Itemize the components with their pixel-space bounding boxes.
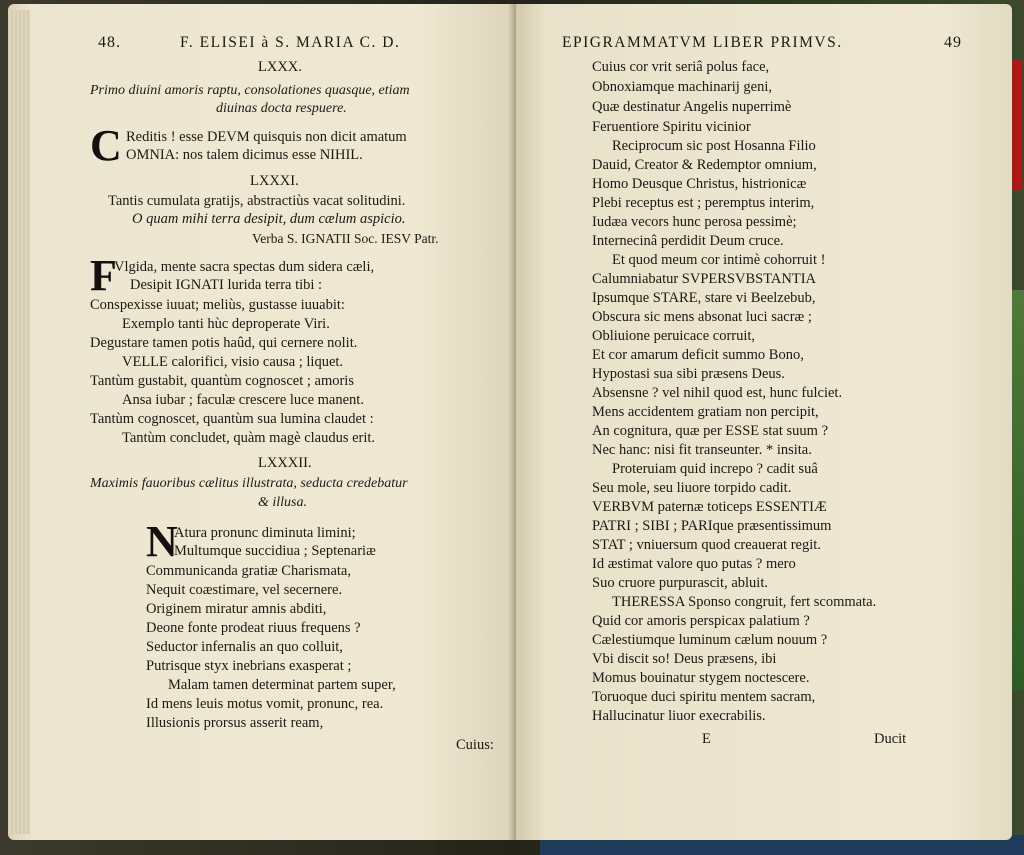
verse-line: Seu mole, seu liuore torpido cadit. — [592, 480, 792, 496]
verse-line: Originem miratur amnis abditi, — [146, 601, 327, 617]
epigram-title: & illusa. — [258, 495, 308, 510]
verse-line: Ipsumque STARE, stare vi Beelzebub, — [592, 290, 816, 306]
verse-line: OMNIA: nos talem dicimus esse NIHIL. — [126, 147, 363, 163]
verse-line: Cuius cor vrit seriâ polus face, — [592, 59, 770, 75]
epigram-heading: LXXXI. — [250, 173, 299, 189]
verse-line: Calumniabatur SVPERSVBSTANTIA — [592, 271, 816, 287]
verse-line: Tantùm concludet, quàm magè claudus erit. — [122, 430, 376, 446]
verse-line: Suo cruore purpurascit, abluit. — [592, 575, 768, 591]
right-running-head: EPIGRAMMATVM LIBER PRIMVS. — [562, 34, 843, 51]
verse-line: Internecinâ perdidit Deum cruce. — [592, 233, 784, 249]
epigram-title: Tantis cumulata gratijs, abstractiùs vacat solitudini. — [108, 193, 406, 209]
verse-line: Communicanda gratiæ Charismata, — [146, 563, 351, 579]
verse-line: Nec hanc: nisi fit transeunter. * insita. — [592, 442, 812, 458]
left-page-number: 48. — [98, 34, 121, 51]
attribution: Verba S. IGNATII Soc. IESV Patr. — [252, 231, 439, 246]
drop-cap: F — [90, 251, 117, 300]
page-edges — [8, 10, 30, 834]
verse-line: Vbi discit so! Deus præsens, ibi — [592, 651, 777, 667]
verse-line: Obscura sic mens absonat luci sacræ ; — [592, 309, 812, 325]
verse-line: Seductor infernalis an quo colluit, — [146, 639, 343, 655]
verse-line: Iudæa vecors hunc perosa pessimè; — [592, 214, 797, 230]
left-page — [8, 4, 516, 840]
verse-line: Multumque succidiua ; Septenariæ — [174, 543, 376, 559]
verse-line: Ansa iubar ; faculæ crescere luce manent. — [122, 392, 364, 408]
verse-line: Homo Deusque Christus, histrionicæ — [592, 176, 807, 192]
drop-cap: C — [90, 121, 122, 170]
right-page — [516, 4, 1012, 840]
epigram-heading: LXXX. — [258, 59, 302, 75]
verse-line: Et cor amarum deficit summo Bono, — [592, 347, 804, 363]
verse-line: Toruoque duci spiritu mentem sacram, — [592, 689, 816, 705]
catchword: Ducit — [874, 731, 907, 747]
verse-line: Obnoxiamque machinarij geni, — [592, 79, 772, 95]
verse-line: Mens accidentem gratiam non percipit, — [592, 404, 819, 420]
verse-line: Exemplo tanti hùc deproperate Viri. — [122, 316, 330, 332]
verse-line: Momus bouinatur stygem noctescere. — [592, 670, 810, 686]
verse-line: Desipit IGNATI lurida terra tibi : — [130, 277, 323, 293]
verse-line: Tantùm gustabit, quantùm cognoscet ; amoris — [90, 373, 354, 389]
verse-line: Malam tamen determinat partem super, — [168, 677, 396, 693]
verse-line: Hypostasi sua sibi præsens Deus. — [592, 366, 785, 382]
verse-line: Degustare tamen potis haûd, qui cernere nolit. — [90, 335, 358, 351]
verse-line: THERESSA Sponso congruit, fert scommata. — [612, 594, 877, 610]
verse-line: Illusionis prorsus asserit ream, — [146, 715, 324, 731]
verse-line: Quæ destinatur Angelis nuperrimè — [592, 99, 792, 115]
right-page-number: 49 — [944, 34, 962, 51]
open-book — [8, 4, 1012, 844]
epigram-title: Primo diuini amoris raptu, consolationes quasque, etiam — [90, 83, 410, 98]
verse-line: An cognitura, quæ per ESSE stat suum ? — [592, 423, 829, 439]
verse-line: Putrisque styx inebrians exasperat ; — [146, 658, 352, 674]
verse-line: Feruentiore Spiritu vicinior — [592, 119, 751, 135]
verse-line: Conspexisse iuuat; meliùs, gustasse iuuabit: — [90, 297, 345, 313]
verse-line: VERBVM paternæ toticeps ESSENTIÆ — [592, 499, 827, 515]
signature-mark: E — [702, 731, 711, 747]
verse-line: Quid cor amoris perspicax palatium ? — [592, 613, 810, 629]
verse-line: STAT ; vniuersum quod creauerat regit. — [592, 537, 821, 553]
epigram-title: O quam mihi terra desipit, dum cælum aspicio. — [132, 211, 406, 227]
verse-line: Reditis ! esse DEVM quisquis non dicit amatum — [126, 129, 407, 145]
verse-line: VELLE calorifici, visio causa ; liquet. — [122, 354, 344, 370]
verse-line: Dauid, Creator & Redemptor omnium, — [592, 157, 817, 173]
verse-line: Obliuione peruicace corruit, — [592, 328, 756, 344]
verse-line: Cælestiumque luminum cælum nouum ? — [592, 632, 828, 648]
epigram-heading: LXXXII. — [258, 455, 312, 471]
verse-line: Vlgida, mente sacra spectas dum sidera cæli, — [114, 259, 375, 275]
verse-line: PATRI ; SIBI ; PARIque præsentissimum — [592, 518, 832, 534]
verse-line: Tantùm cognoscet, quantùm sua lumina claudet : — [90, 411, 374, 427]
epigram-title: Maximis fauoribus cælitus illustrata, seducta credebatur — [90, 476, 408, 491]
left-running-head: F. ELISEI à S. MARIA C. D. — [180, 34, 401, 51]
epigram-title: diuinas docta respuere. — [216, 101, 347, 116]
verse-line: Id æstimat valore quo putas ? mero — [592, 556, 796, 572]
verse-line: Id mens leuis motus vomit, pronunc, rea. — [146, 696, 384, 712]
verse-line: Hallucinatur liuor execrabilis. — [592, 708, 766, 724]
verse-line: Deone fonte prodeat riuus frequens ? — [146, 620, 361, 636]
verse-line: Proteruiam quid increpo ? cadit suâ — [612, 461, 818, 477]
verse-line: Absensne ? vel nihil quod est, hunc fulciet. — [592, 385, 843, 401]
verse-line: Plebi receptus est ; peremptus interim, — [592, 195, 815, 211]
verse-line: Nequit coæstimare, vel secernere. — [146, 582, 343, 598]
verse-line: Et quod meum cor intimè cohorruit ! — [612, 252, 826, 268]
verse-line: Atura pronunc diminuta limini; — [174, 525, 356, 541]
verse-line: Reciprocum sic post Hosanna Filio — [612, 138, 816, 154]
catchword: Cuius: — [456, 737, 494, 753]
drop-cap: N — [146, 517, 178, 566]
